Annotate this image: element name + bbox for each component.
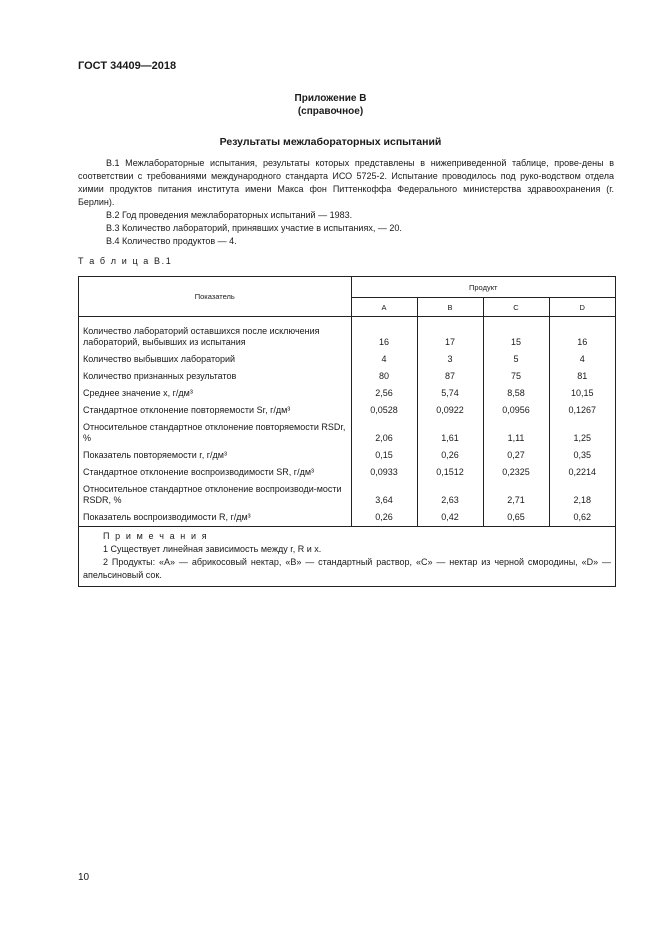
- cell-value-c: 1,11: [483, 416, 549, 444]
- note: 2 Продукты: «A» — абрикосовый нектар, «B» — стандартный раствор, «C» — нектар из черной смородины, «D» — апельсиновый сок.: [83, 557, 611, 580]
- cell-value-b: 2,63: [417, 478, 483, 506]
- row-indicator-name: Стандартное отклонение повторяемости Sr, г/дм³: [79, 399, 351, 416]
- cell-value-c: 0,0956: [483, 399, 549, 416]
- table-row: [79, 416, 615, 444]
- row-indicator-name: Относительное стандартное отклонение воспроизводи-мости RSDR, %: [79, 478, 351, 506]
- cell-value-a: 2,06: [351, 416, 417, 444]
- cell-value-b: 87: [417, 365, 483, 382]
- cell-value-b: 0,1512: [417, 461, 483, 478]
- cell-value-c: 5: [483, 348, 549, 365]
- table-label: Т а б л и ц а В.1: [78, 256, 173, 266]
- cell-value-d: 0,62: [573, 512, 592, 522]
- cell-value-b: 3: [417, 348, 483, 365]
- column-header-product: Продукт: [351, 277, 615, 298]
- cell-value-a: 80: [351, 365, 417, 382]
- cell-value-b: 0,0922: [417, 399, 483, 416]
- cell-value-b: 0,26: [417, 444, 483, 461]
- cell-value-c: 0,65: [483, 506, 549, 526]
- table-row: [79, 461, 615, 478]
- column-header-a: A: [351, 298, 417, 317]
- cell-value-b: 17: [417, 317, 483, 349]
- cell-value-a: 3,64: [351, 478, 417, 506]
- table-body: [79, 317, 615, 527]
- cell-value-d: 0,1267: [568, 405, 597, 415]
- cell-value-c: 0,2325: [483, 461, 549, 478]
- cell-value-a: 4: [351, 348, 417, 365]
- table-row: [79, 348, 615, 365]
- table-row: [79, 382, 615, 399]
- column-header-d: D: [579, 302, 585, 312]
- cell-value-d: 2,18: [573, 495, 592, 505]
- appendix-title-block: [0, 92, 661, 118]
- results-table: [79, 277, 615, 526]
- cell-value-c: 2,71: [483, 478, 549, 506]
- row-indicator-name: Количество лабораторий оставшихся после исключения лабораторий, выбывших из испытания: [79, 317, 351, 349]
- paragraph: В.2 Год проведения межлабораторных испытаний — 1983.: [106, 210, 353, 220]
- table-row: [79, 478, 615, 506]
- cell-value-b: 5,74: [417, 382, 483, 399]
- cell-value-b: 0,42: [417, 506, 483, 526]
- table-row: [79, 444, 615, 461]
- document-header: ГОСТ 34409—2018: [78, 60, 177, 72]
- cell-value-a: 0,15: [351, 444, 417, 461]
- appendix-subtitle: (справочное): [297, 106, 364, 117]
- cell-value-a: 16: [351, 317, 417, 349]
- cell-value-d: 81: [577, 371, 588, 381]
- cell-value-d: 1,25: [573, 433, 592, 443]
- cell-value-c: 0,27: [483, 444, 549, 461]
- paragraph: В.4 Количество продуктов — 4.: [106, 236, 237, 246]
- body-text: [78, 157, 614, 248]
- cell-value-c: 75: [483, 365, 549, 382]
- results-table-container: [78, 276, 616, 587]
- cell-value-d: 10,15: [570, 388, 594, 398]
- row-indicator-name: Стандартное отклонение воспроизводимости SR, г/дм³: [79, 461, 351, 478]
- table-row: [79, 365, 615, 382]
- cell-value-a: 0,26: [351, 506, 417, 526]
- table-row: [79, 317, 615, 349]
- cell-value-d: 0,2214: [568, 467, 597, 477]
- paragraph: В.1 Межлабораторные испытания, результаты которых представлены в нижеприведенной таблице, прове-дены в соответствии с требованиями международного стандарта ИСО 5725-2. Испытание проводилось под руко-водством отдела химии продуктов питания института имени Макса фон Питтенкоффа Федерального министерства здравоохранения (г. Берлин).: [78, 158, 614, 207]
- column-header-indicator: Показатель: [79, 277, 351, 317]
- cell-value-a: 0,0933: [351, 461, 417, 478]
- cell-value-c: 15: [483, 317, 549, 349]
- table-notes: [79, 526, 615, 586]
- row-indicator-name: Количество выбывших лабораторий: [79, 348, 351, 365]
- cell-value-a: 2,56: [351, 382, 417, 399]
- row-indicator-name: Количество признанных результатов: [79, 365, 351, 382]
- appendix-title: Приложение В: [294, 93, 367, 104]
- column-header-b: B: [417, 298, 483, 317]
- row-indicator-name: Показатель воспроизводимости R, г/дм³: [79, 506, 351, 526]
- cell-value-d: 0,35: [573, 450, 592, 460]
- table-row: [79, 399, 615, 416]
- note: 1 Существует линейная зависимость между r, R и x.: [103, 544, 322, 554]
- section-title: Результаты межлабораторных испытаний: [219, 136, 442, 148]
- cell-value-d: 4: [579, 354, 585, 364]
- cell-value-c: 8,58: [483, 382, 549, 399]
- row-indicator-name: Показатель повторяемости r, г/дм³: [79, 444, 351, 461]
- row-indicator-name: Относительное стандартное отклонение повторяемости RSDr, %: [79, 416, 351, 444]
- cell-value-b: 1,61: [417, 416, 483, 444]
- table-row: [79, 506, 615, 526]
- column-header-c: C: [483, 298, 549, 317]
- page-number: 10: [78, 872, 90, 883]
- notes-title: П р и м е ч а н и я: [103, 531, 209, 541]
- row-indicator-name: Среднее значение x, г/дм³: [79, 382, 351, 399]
- paragraph: В.3 Количество лабораторий, принявших участие в испытаниях, — 20.: [106, 223, 402, 233]
- cell-value-d: 16: [577, 337, 588, 347]
- cell-value-a: 0,0528: [351, 399, 417, 416]
